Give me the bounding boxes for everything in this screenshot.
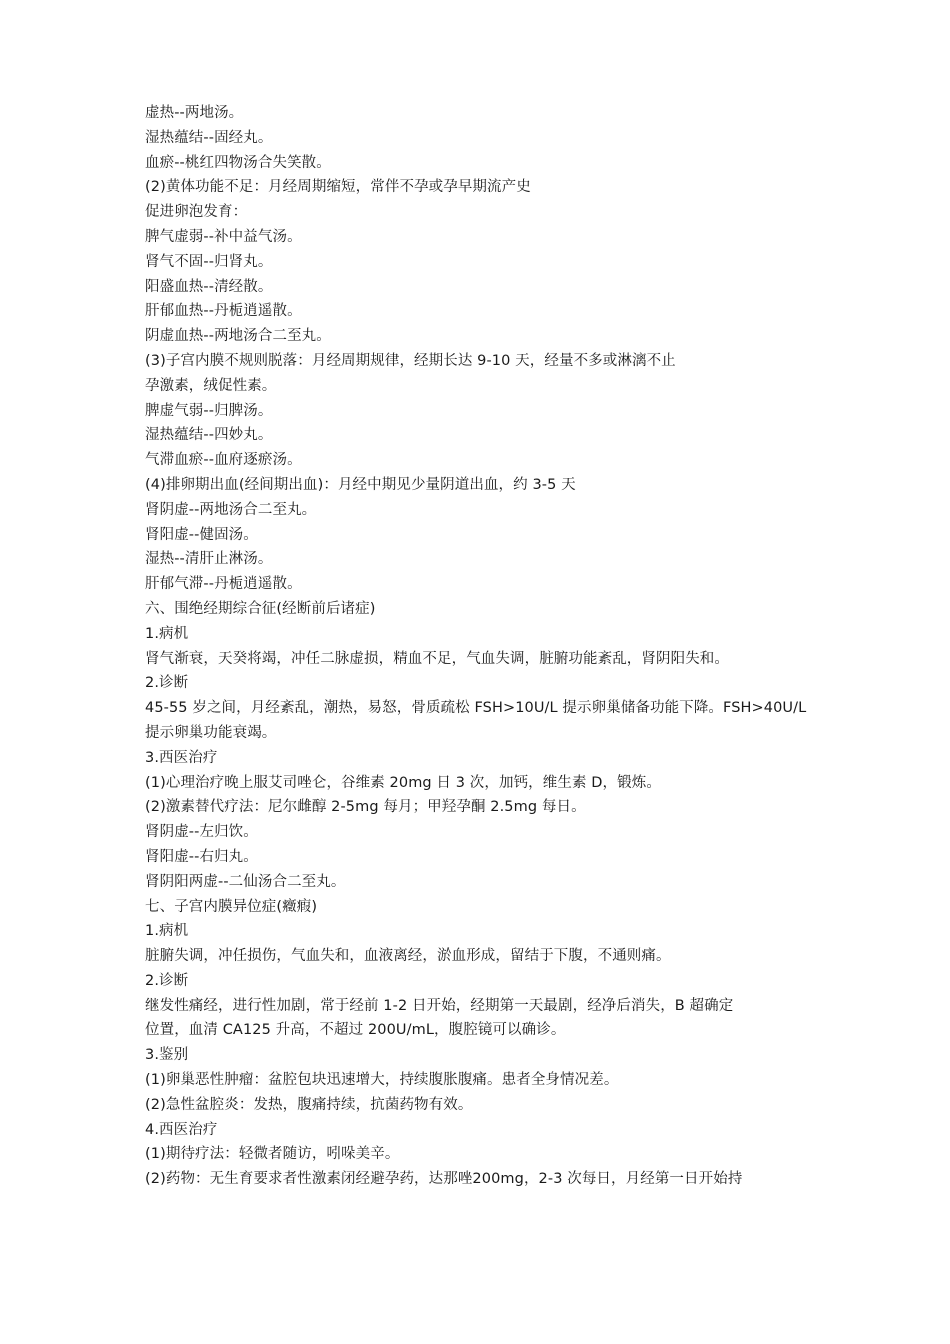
text-line: (2)激素替代疗法：尼尔雌醇 2-5mg 每月；甲羟孕酮 2.5mg 每日。 xyxy=(145,799,586,816)
text-line: 七、子宫内膜异位症(癥瘕) xyxy=(145,898,318,915)
text-line: 4.西医治疗 xyxy=(145,1121,218,1138)
text-line: 1.病机 xyxy=(145,625,189,642)
text-line: 六、围绝经期综合征(经断前后诸症) xyxy=(145,600,376,617)
text-line: 2.诊断 xyxy=(145,972,189,989)
text-line: 肾阴阳两虚--二仙汤合二至丸。 xyxy=(145,873,346,890)
text-line: 位置，血清 CA125 升高，不超过 200U/mL，腹腔镜可以确诊。 xyxy=(145,1022,566,1039)
text-line: 继发性痛经，进行性加剧，常于经前 1-2 日开始，经期第一天最剧，经净后消失，B 超确定 xyxy=(145,997,734,1014)
text-line: 肾阳虚--右归丸。 xyxy=(145,848,258,865)
text-line: 提示卵巢功能衰竭。 xyxy=(145,724,277,741)
text-line: 脾气虚弱--补中益气汤。 xyxy=(145,228,302,245)
text-line: 湿热--清肝止淋汤。 xyxy=(145,551,273,568)
text-line: (2)急性盆腔炎：发热，腹痛持续，抗菌药物有效。 xyxy=(145,1096,473,1113)
text-line: (2)药物：无生育要求者性激素闭经避孕药，达那唑200mg，2-3 次每日，月经第一日开始持 xyxy=(145,1171,743,1188)
text-line: 肾阴虚--左归饮。 xyxy=(145,824,258,841)
text-line: 脏腑失调，冲任损伤，气血失和，血液离经，淤血形成，留结于下腹，不通则痛。 xyxy=(145,948,671,965)
text-line: (1)期待疗法：轻微者随访，吲哚美辛。 xyxy=(145,1146,400,1163)
text-line: 肾阳虚--健固汤。 xyxy=(145,526,258,543)
text-line: 虚热--两地汤。 xyxy=(145,105,244,121)
text-line: 肝郁气滞--丹栀逍遥散。 xyxy=(145,576,302,593)
text-line: 肾气渐衰，天癸将竭，冲任二脉虚损，精血不足，气血失调，脏腑功能紊乱，肾阴阳失和。 xyxy=(145,650,729,667)
text-line: 促进卵泡发育： xyxy=(145,204,248,221)
text-line: (4)排卵期出血(经间期出血)：月经中期见少量阴道出血，约 3-5 天 xyxy=(145,476,576,493)
text-line: (2)黄体功能不足：月经周期缩短，常伴不孕或孕早期流产史 xyxy=(145,179,531,196)
text-line: 气滞血瘀--血府逐瘀汤。 xyxy=(145,452,302,469)
text-line: 3.西医治疗 xyxy=(145,749,218,766)
text-line: 阳盛血热--清经散。 xyxy=(145,278,273,295)
text-line: (1)卵巢恶性肿瘤：盆腔包块迅速增大，持续腹胀腹痛。患者全身情况差。 xyxy=(145,1072,619,1089)
text-line: 血瘀--桃红四物汤合失笑散。 xyxy=(145,154,331,171)
text-line: 肾气不固--归肾丸。 xyxy=(145,253,273,270)
text-line: 2.诊断 xyxy=(145,675,189,692)
document-body xyxy=(145,101,813,1192)
text-line: 孕激素，绒促性素。 xyxy=(145,377,277,394)
text-line: 3.鉴别 xyxy=(145,1047,189,1064)
text-line: 脾虚气弱--归脾汤。 xyxy=(145,402,273,419)
text-line: 湿热蕴结--四妙丸。 xyxy=(145,427,273,444)
text-line: (1)心理治疗晚上服艾司唑仑，谷维素 20mg 日 3 次，加钙，维生素 D，锻炼。 xyxy=(145,774,661,791)
text-line: (3)子宫内膜不规则脱落：月经周期规律，经期长达 9-10 天，经量不多或淋漓不止 xyxy=(145,352,676,369)
text-line: 45-55 岁之间，月经紊乱，潮热，易怒，骨质疏松 FSH>10U/L 提示卵巢储备功能下降。FSH>40U/L xyxy=(145,700,807,717)
text-line: 1.病机 xyxy=(145,923,189,940)
text-line: 肾阴虚--两地汤合二至丸。 xyxy=(145,501,317,518)
text-line: 肝郁血热--丹栀逍遥散。 xyxy=(145,303,302,320)
text-line: 阴虚血热--两地汤合二至丸。 xyxy=(145,328,331,345)
text-line: 湿热蕴结--固经丸。 xyxy=(145,129,273,146)
